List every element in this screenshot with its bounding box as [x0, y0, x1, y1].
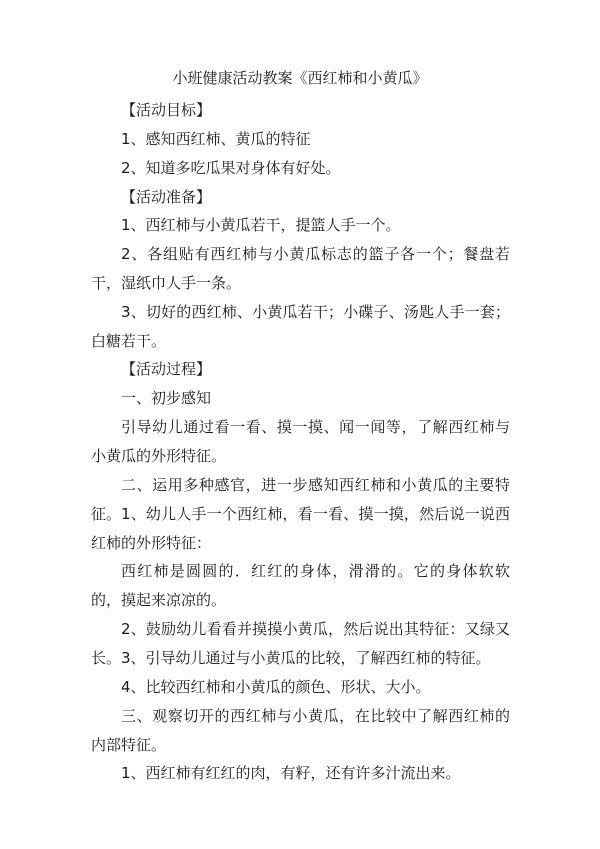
- paragraph: 1、西红柿有红红的肉，有籽，还有许多汁流出来。: [121, 764, 461, 782]
- section-heading-objectives: 【活动目标】: [121, 101, 212, 119]
- paragraph: 引导幼儿通过看一看、摸一摸、闻一闻等，了解西红柿与小黄瓜的外形特征。: [91, 418, 510, 465]
- paragraph: 三、观察切开的西红柿与小黄瓜，在比较中了解西红柿的内部特征。: [91, 707, 510, 754]
- paragraph: 1、幼儿人手一个西红柿，看一看、摸一摸，然后说一说西红柿的外形特征：: [91, 505, 510, 552]
- paragraph: 2、鼓励幼儿看看并摸摸小黄瓜，然后说出其特征：又绿又长。: [91, 620, 510, 667]
- document-title: 小班健康活动教案《西红柿和小黄瓜》: [172, 69, 428, 87]
- paragraph: 一、初步感知: [121, 389, 212, 407]
- section-heading-preparation: 【活动准备】: [121, 188, 212, 206]
- paragraph: 2、知道多吃瓜果对身体有好处。: [121, 159, 341, 177]
- paragraph: 2、各组贴有西红柿与小黄瓜标志的篮子各一个；餐盘若干，湿纸巾人手一条。: [91, 245, 510, 292]
- section-heading-process: 【活动过程】: [121, 360, 212, 378]
- paragraph: 二、运用多种感官，进一步感知西红柿和小黄瓜的主要特征。: [91, 476, 510, 523]
- paragraph: 3、切好的西红柿、小黄瓜若干；小碟子、汤匙人手一套；白糖若干。: [91, 303, 510, 350]
- paragraph: 4、比较西红柿和小黄瓜的颜色、形状、大小。: [121, 678, 431, 696]
- paragraph: 1、西红柿与小黄瓜若干，提篮人手一个。: [121, 216, 401, 234]
- paragraph: 西红柿是圆圆的．红红的身体，滑滑的。它的身体软软的，摸起来凉凉的。: [91, 562, 510, 609]
- paragraph: 1、感知西红柿、黄瓜的特征: [121, 130, 311, 148]
- paragraph: 3、引导幼儿通过与小黄瓜的比较，了解西红柿的特征。: [121, 649, 491, 667]
